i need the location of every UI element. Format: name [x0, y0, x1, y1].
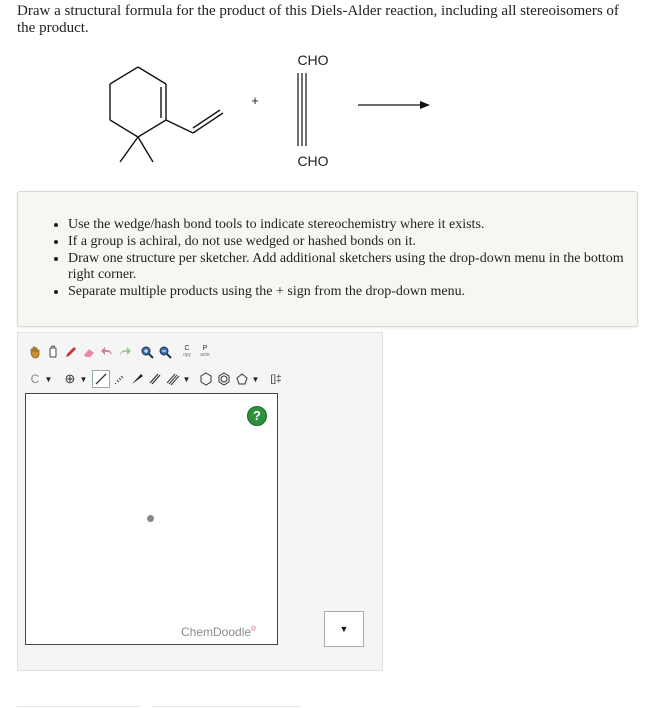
- instruction-item: • Draw one structure per sketcher. Add additional sketchers using the drop-down menu in the bottom right corner.: [68, 251, 627, 283]
- chevron-down-icon[interactable]: ▼: [44, 374, 53, 384]
- paste-button[interactable]: [196, 343, 214, 361]
- double-bond-icon[interactable]: [146, 370, 164, 388]
- cyclopentane-ring-icon[interactable]: [233, 370, 251, 388]
- copy-button[interactable]: [178, 343, 196, 361]
- toolbar-row-2: [26, 370, 286, 388]
- paste-label-bottom: aste: [200, 352, 210, 358]
- chevron-down-icon[interactable]: ▼: [79, 374, 88, 384]
- triple-bond-icon[interactable]: [164, 370, 182, 388]
- pencil-icon[interactable]: [62, 343, 80, 361]
- brand-name: ChemDoodle: [181, 625, 252, 639]
- cho-top-label: CHO: [297, 52, 329, 68]
- cho-bottom-label: CHO: [297, 153, 329, 169]
- divider: [151, 706, 301, 707]
- single-bond-icon[interactable]: [92, 370, 110, 388]
- divider: [17, 706, 140, 707]
- toolbar-row-1: [26, 343, 214, 361]
- carbon-atom-button[interactable]: C: [30, 372, 40, 386]
- instructions-list: [18, 217, 637, 301]
- eraser-icon[interactable]: [80, 343, 98, 361]
- question-text: Draw a structural formula for the product of this Diels-Alder reaction, including all stereoisomers of the product.: [17, 3, 619, 36]
- chevron-down-icon[interactable]: ▼: [182, 374, 191, 384]
- cyclohexane-ring-icon[interactable]: [197, 370, 215, 388]
- dienophile-triple-bond: [298, 73, 306, 146]
- paste-label-top: P: [202, 345, 208, 352]
- chemdoodle-sketcher[interactable]: [17, 332, 383, 671]
- reaction-arrow: [358, 101, 430, 109]
- bracket-button[interactable]: []‡: [270, 373, 282, 385]
- help-button[interactable]: ?: [247, 406, 267, 426]
- chevron-down-icon: ▼: [339, 624, 349, 634]
- plus-sign: +: [251, 93, 259, 108]
- zoom-in-icon[interactable]: [138, 343, 156, 361]
- canvas-dot: [147, 515, 154, 522]
- hash-bond-icon[interactable]: [110, 370, 128, 388]
- hand-icon[interactable]: [26, 343, 44, 361]
- instructions-box: [17, 191, 638, 327]
- redo-icon[interactable]: [116, 343, 134, 361]
- copy-label-top: C: [184, 345, 190, 352]
- lasso-icon[interactable]: [44, 343, 62, 361]
- undo-icon[interactable]: [98, 343, 116, 361]
- charge-button[interactable]: ⊕: [64, 371, 76, 386]
- instruction-item: • Separate multiple products using the + sign from the drop-down menu.: [68, 284, 627, 300]
- wedge-bond-icon[interactable]: [128, 370, 146, 388]
- sketcher-dropdown[interactable]: [324, 611, 364, 647]
- instruction-item: • If a group is achiral, do not use wedged or hashed bonds on it.: [68, 234, 627, 250]
- benzene-ring-icon[interactable]: [215, 370, 233, 388]
- instruction-item: • Use the wedge/hash bond tools to indicate stereochemistry where it exists.: [68, 217, 627, 233]
- chevron-down-icon[interactable]: ▼: [251, 374, 260, 384]
- chemdoodle-logo: [181, 625, 256, 639]
- diene-structure: [110, 67, 223, 162]
- reaction-scheme: [0, 40, 649, 185]
- brand-registered-mark: ®: [251, 626, 257, 633]
- drawing-canvas[interactable]: [25, 393, 278, 645]
- copy-label-bottom: opy: [182, 352, 192, 358]
- zoom-out-icon[interactable]: [156, 343, 174, 361]
